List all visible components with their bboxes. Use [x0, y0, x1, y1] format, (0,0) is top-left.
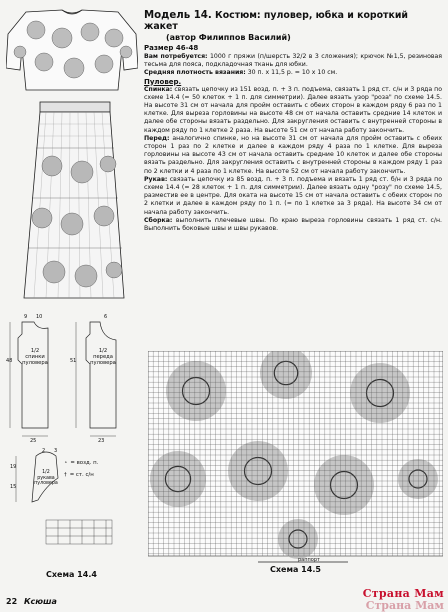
dim-10: 10 [36, 314, 43, 320]
schema-14-5-chart [148, 351, 443, 583]
sleeves-text: связать цепочку из 85 возд. п. + 3 п. подъема и вязать 1 ряд ст. б/н и 3 ряда по схеме 14.4 (= 28 клеток + 1 п. для симметрии). Далее вязать одну "розу" по схеме 14.5, разместив ее в центре. Для оката на высоте 15 см от начала оставить с обеих сторон по 2 клетки и далее в каждом ряду по 1 п. (= по 1 клетке за 3 ряда). На высоте 34 см от начала работу закончить. [144, 175, 443, 216]
materials-text: 1000 г пряжи (п/шерсть 32/2 в 3 сложения); крючок №1,5, резиновая тесьма для пояса, подкладочная ткань для юбки. [144, 53, 443, 69]
back-diagram [18, 322, 48, 428]
sleeve-diagram-label: 1/2 рукава пуловера [34, 470, 58, 487]
front-diagram [86, 322, 116, 428]
sleeves-paragraph [144, 176, 442, 217]
chain-stitch-icon: ∘ [64, 460, 68, 466]
rose-motif [166, 361, 226, 421]
density-paragraph [144, 69, 442, 77]
back-label: Спинка: [144, 85, 173, 93]
filet-grid [148, 351, 443, 583]
pattern-text-column [144, 10, 442, 233]
watermark-logo: Страна Мам [362, 587, 444, 600]
schema-14-5-label: Схема 14.5 [270, 565, 321, 574]
density-text: 30 п. х 11,5 р. = 10 х 10 см. [247, 69, 338, 77]
materials-label: Вам потребуется: [144, 53, 208, 60]
dim-23: 23 [98, 438, 105, 444]
front-diagram-label: 1/2 переда пуловера [90, 348, 116, 366]
model-number: Модель 14. [144, 10, 212, 21]
legend-item-2: = ст. с/н [69, 472, 94, 478]
legend-row-1 [64, 460, 98, 466]
dim-51: 51 [70, 358, 77, 364]
schema-14-4-grid [46, 520, 112, 544]
dim-3: 3 [54, 448, 58, 454]
garment-illustration [6, 8, 138, 548]
materials-paragraph [144, 53, 442, 69]
dim-48: 48 [6, 358, 13, 364]
dim-9: 9 [24, 314, 28, 320]
rose-motif [398, 459, 438, 499]
back-paragraph [144, 86, 442, 135]
rose-motif [350, 363, 410, 423]
author-line: (автор Филиппов Василий) [166, 33, 291, 42]
dim-19: 19 [10, 464, 17, 470]
rose-motif [228, 441, 288, 501]
page-number: 22 [6, 597, 18, 606]
density-label: Средняя плотность вязания: [144, 69, 246, 77]
rose-motif [278, 519, 318, 559]
front-label: Перед: [144, 134, 170, 142]
dim-2: 2 [42, 448, 46, 454]
magazine-name: Ксюша [23, 597, 57, 606]
pattern-title [144, 10, 442, 32]
rose-motif [314, 455, 374, 515]
front-paragraph [144, 135, 442, 176]
size-label: Размер 46-48 [144, 44, 199, 52]
schema-14-4-label: Схема 14.4 [46, 570, 97, 579]
double-crochet-icon: † [64, 472, 67, 478]
dim-6: 6 [104, 314, 108, 320]
legend-row-2 [64, 472, 94, 478]
sleeves-label: Рукав: [144, 175, 168, 183]
assembly-paragraph [144, 217, 442, 233]
dim-15: 15 [10, 484, 17, 490]
illustrations-column [6, 8, 138, 598]
dimension-lines [10, 322, 116, 436]
watermark-logo-faint: Страна Мам [365, 599, 444, 612]
model-title: Костюм: пуловер, юбка и короткий жакет [144, 10, 408, 32]
front-text: аналогично спинке, но на высоте 31 см от начала для пройм оставить с обеих сторон 1 раз по 2 клетке и далее в каждом ряду 4 раза по 1 клетке. Для выреза горловины на высоте 43 см от начала оставить средние 10 клеток и далее обе стороны вязать раздельно. Для закругления оставить с внутренней стороны в каждом ряду 1 раз по 2 клетки и 4 раза по 1 клетке. На высоте 52 см от начала работу закончить. [144, 134, 442, 175]
dim-25: 25 [30, 438, 37, 444]
assembly-text: выполнить плечевые швы. По краю выреза горловины связать 1 ряд ст. с/н. Выполнить боковые швы и швы рукавов. [144, 216, 443, 233]
back-text: связать цепочку из 151 возд. п. + 3 п. подъема, связать 1 ряд ст. с/н и 3 ряда по схеме 14.4 (= 50 клеток + 1 п. для симметрии). Далее вязать узор "роза" по схеме 14.5. На высоте 31 см от начала для пройм оставить с обеих сторон в каждом ряду 6 раз по 1 клетке. Для выреза горловины на высоте 48 см от начала оставить средние 14 клеток и далее обе стороны вязать раздельно. Для закругления оставить с внутренней стороны в каждом ряду по 1 клетке 2 раза. На высоте 51 см от начала работу закончить. [144, 85, 443, 134]
legend-item-1: = возд. п. [70, 460, 99, 466]
assembly-label: Сборка: [144, 216, 173, 224]
back-diagram-label: 1/2 спинки пуловера [22, 348, 48, 366]
section-title: Пуловер. [144, 77, 182, 86]
page-footer [6, 597, 57, 606]
rapport-label: раппорт [298, 557, 320, 563]
